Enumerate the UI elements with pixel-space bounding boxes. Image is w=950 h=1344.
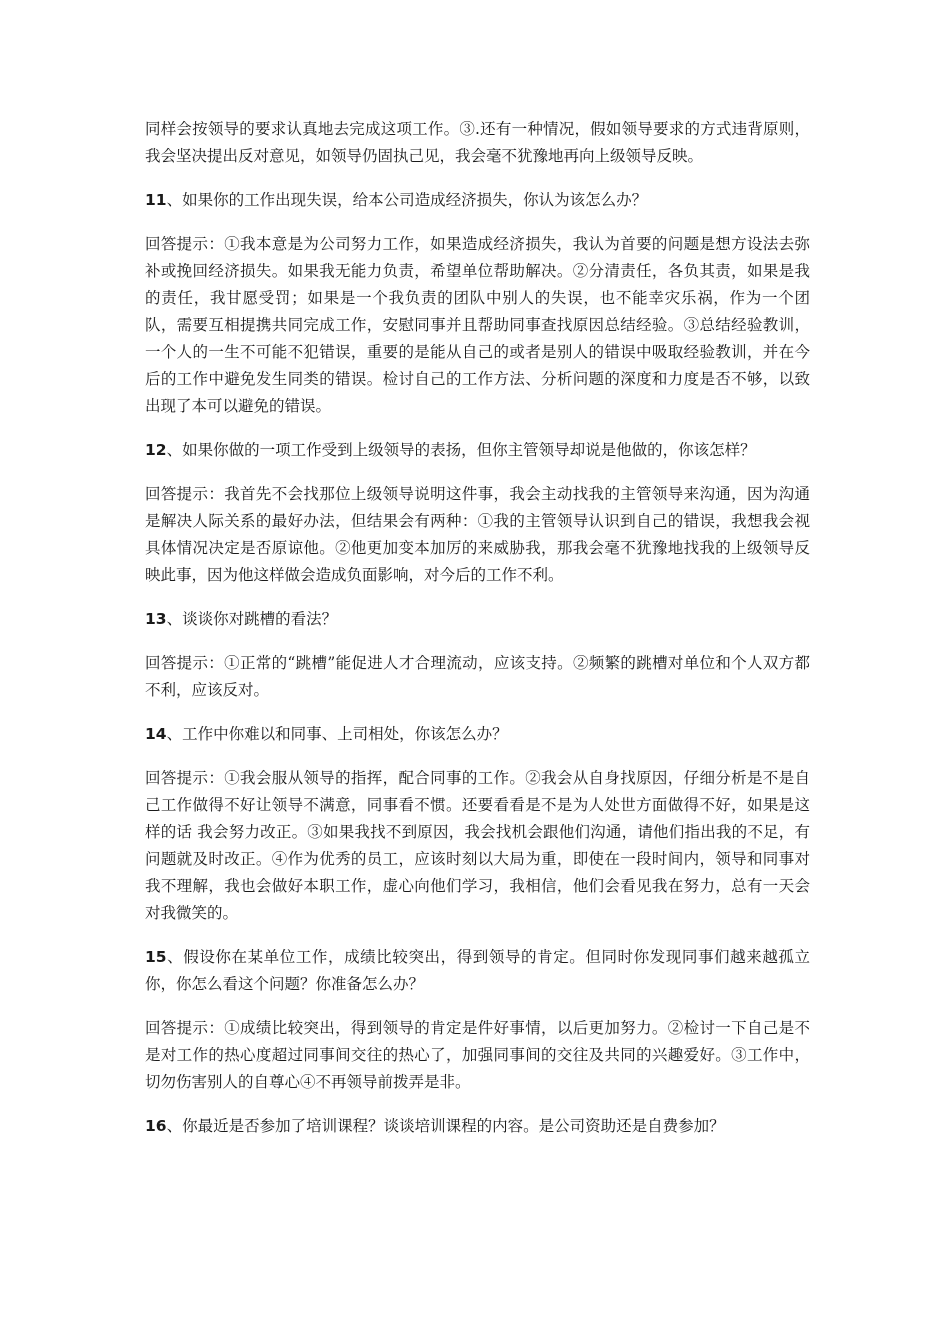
question-12 bbox=[145, 437, 810, 464]
qa-item-15 bbox=[145, 944, 810, 1096]
qa-item-14 bbox=[145, 721, 810, 927]
question-number: 14 bbox=[145, 725, 167, 743]
question-text: 、工作中你难以和同事、上司相处，你该怎么办？ bbox=[166, 725, 508, 743]
qa-item-16 bbox=[145, 1113, 810, 1140]
question-text: 、假设你在某单位工作，成绩比较突出，得到领导的肯定。但同时你发现同事们越来越孤立你，你怎么看这个问题？你准备怎么办？ bbox=[145, 948, 810, 993]
question-text: 、如果你的工作出现失误，给本公司造成经济损失，你认为该怎么办？ bbox=[166, 191, 648, 209]
answer-15: 回答提示：①成绩比较突出，得到领导的肯定是件好事情，以后更加努力。②检讨一下自己是不是对工作的热心度超过同事间交往的热心了，加强同事间的交往及共同的兴趣爱好。③工作中，切勿伤害别人的自尊心④不再领导前拨弄是非。 bbox=[145, 1019, 810, 1091]
question-number: 11 bbox=[145, 191, 167, 209]
answer-11: 回答提示：①我本意是为公司努力工作，如果造成经济损失，我认为首要的问题是想方设法去弥补或挽回经济损失。如果我无能力负责，希望单位帮助解决。②分清责任，各负其责，如果是我的责任，我甘愿受罚；如果是一个我负责的团队中别人的失误，也不能幸灾乐祸，作为一个团队，需要互相提携共同完成工作，安慰同事并且帮助同事查找原因总结经验。③总结经验教训，一个人的一生不可能不犯错误，重要的是能从自己的或者是别人的错误中吸取经验教训，并在今后的工作中避免发生同类的错误。检讨自己的工作方法、分析问题的深度和力度是否不够，以致出现了本可以避免的错误。 bbox=[145, 235, 810, 415]
answer-12: 回答提示：我首先不会找那位上级领导说明这件事，我会主动找我的主管领导来沟通，因为沟通是解决人际关系的最好办法，但结果会有两种：①我的主管领导认识到自己的错误，我想我会视具体情况决定是否原谅他。②他更加变本加厉的来威胁我，那我会毫不犹豫地找我的上级领导反映此事，因为他这样做会造成负面影响，对今后的工作不利。 bbox=[145, 485, 810, 584]
qa-item-12 bbox=[145, 437, 810, 589]
question-number: 12 bbox=[145, 441, 167, 459]
question-13 bbox=[145, 606, 810, 633]
question-text: 、如果你做的一项工作受到上级领导的表扬，但你主管领导却说是他做的，你该怎样？ bbox=[166, 441, 756, 459]
answer-14: 回答提示：①我会服从领导的指挥，配合同事的工作。②我会从自身找原因，仔细分析是不是自己工作做得不好让领导不满意，同事看不惯。还要看看是不是为人处世方面做得不好，如果是这样的话 我会努力改正。③如果我找不到原因，我会找机会跟他们沟通，请他们指出我的不足，有问题就及时改正。④作为优秀的员工，应该时刻以大局为重，即使在一段时间内，领导和同事对我不理解，我也会做好本职工作，虚心向他们学习，我相信，他们会看见我在努力，总有一天会对我微笑的。 bbox=[145, 769, 810, 922]
document-page bbox=[145, 116, 810, 1157]
question-number: 16 bbox=[145, 1117, 167, 1135]
question-text: 、谈谈你对跳槽的看法？ bbox=[166, 610, 338, 628]
answer-13: 回答提示：①正常的“跳槽”能促进人才合理流动，应该支持。②频繁的跳槽对单位和个人双方都不利，应该反对。 bbox=[145, 654, 810, 699]
qa-item-11 bbox=[145, 187, 810, 420]
question-text: 、你最近是否参加了培训课程？谈谈培训课程的内容。是公司资助还是自费参加？ bbox=[166, 1117, 725, 1135]
question-16 bbox=[145, 1113, 810, 1140]
question-15 bbox=[145, 944, 810, 998]
question-11 bbox=[145, 187, 810, 214]
qa-item-13 bbox=[145, 606, 810, 704]
lead-paragraph: 同样会按领导的要求认真地去完成这项工作。③.还有一种情况，假如领导要求的方式违背原则，我会坚决提出反对意见，如领导仍固执己见，我会毫不犹豫地再向上级领导反映。 bbox=[145, 120, 810, 165]
question-number: 13 bbox=[145, 610, 167, 628]
question-14 bbox=[145, 721, 810, 748]
question-number: 15 bbox=[145, 948, 167, 966]
